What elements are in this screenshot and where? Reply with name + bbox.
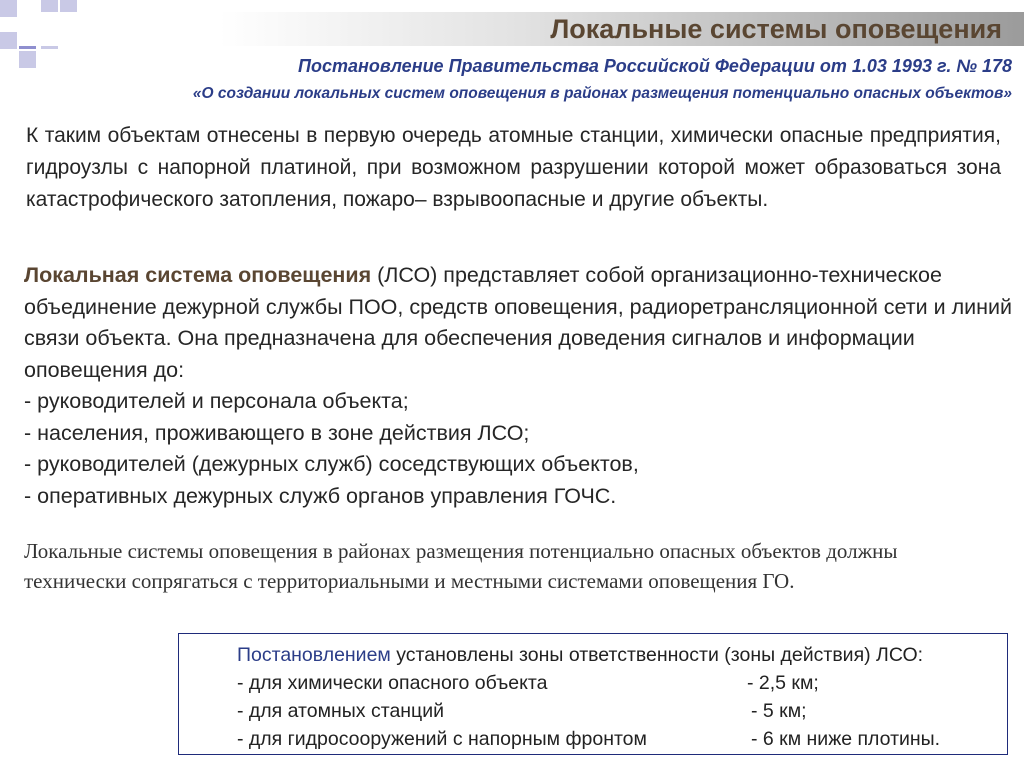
decree-name: «О создании локальных систем оповещения в районах размещения потенциально опасных объектов» — [192, 85, 1012, 102]
decor-square — [0, 0, 17, 17]
zone-distance: - 5 км; — [751, 700, 807, 722]
zones-heading — [237, 644, 923, 667]
objects-paragraph: К таким объектам отнесены в первую очередь атомные станции, химически опасные предприятия, гидроузлы с напорной платиной, при возможном разрушении которой может образоваться зона катастрофического затопления, пожаро– взрывоопасные и другие объекты. — [26, 124, 1001, 211]
interface-paragraph: Локальные системы оповещения в районах размещения потенциально опасных объектов должны технически сопрягаться с территориальными и местными системами оповещения ГО. — [24, 539, 898, 593]
zone-object: - для химически опасного объекта — [237, 672, 548, 694]
lso-text: (ЛСО) представляет собой организационно-техническое объединение дежурной службы ПОО, средств оповещения, радиоретрансляционной сети и линий связи объекта. Она предназначена для обеспечения доведения сигналов и информации оповещения до: — [24, 263, 1013, 382]
zone-object: - для гидросооружений с напорным фронтом — [237, 728, 647, 750]
lso-definition — [24, 260, 1014, 512]
lso-term: Локальная система оповещения — [24, 263, 372, 287]
zones-box — [178, 633, 1008, 755]
decree-reference: Постановление Правительства Российской Федерации от 1.03 1993 г. № 178 — [298, 56, 1012, 76]
zones-heading-text: установлены зоны ответственности (зоны действия) ЛСО: — [390, 644, 924, 666]
list-item: - руководителей (дежурных служб) соседствующих объектов, — [24, 452, 639, 476]
zone-distance: - 6 км ниже плотины. — [751, 728, 941, 750]
decor-square — [19, 51, 36, 68]
page-title: Локальные системы оповещения — [550, 14, 1002, 44]
zone-object: - для атомных станций — [237, 700, 445, 722]
list-item: - оперативных дежурных служб органов управления ГОЧС. — [24, 483, 617, 508]
list-item: - руководителей и персонала объекта; — [24, 389, 409, 413]
list-item: - населения, проживающего в зоне действия ЛСО; — [24, 420, 530, 445]
decor-square — [0, 32, 17, 49]
recipients-list — [24, 386, 1014, 512]
zones-heading-term: Постановлением — [237, 644, 391, 666]
zone-distance: - 2,5 км; — [747, 672, 819, 694]
